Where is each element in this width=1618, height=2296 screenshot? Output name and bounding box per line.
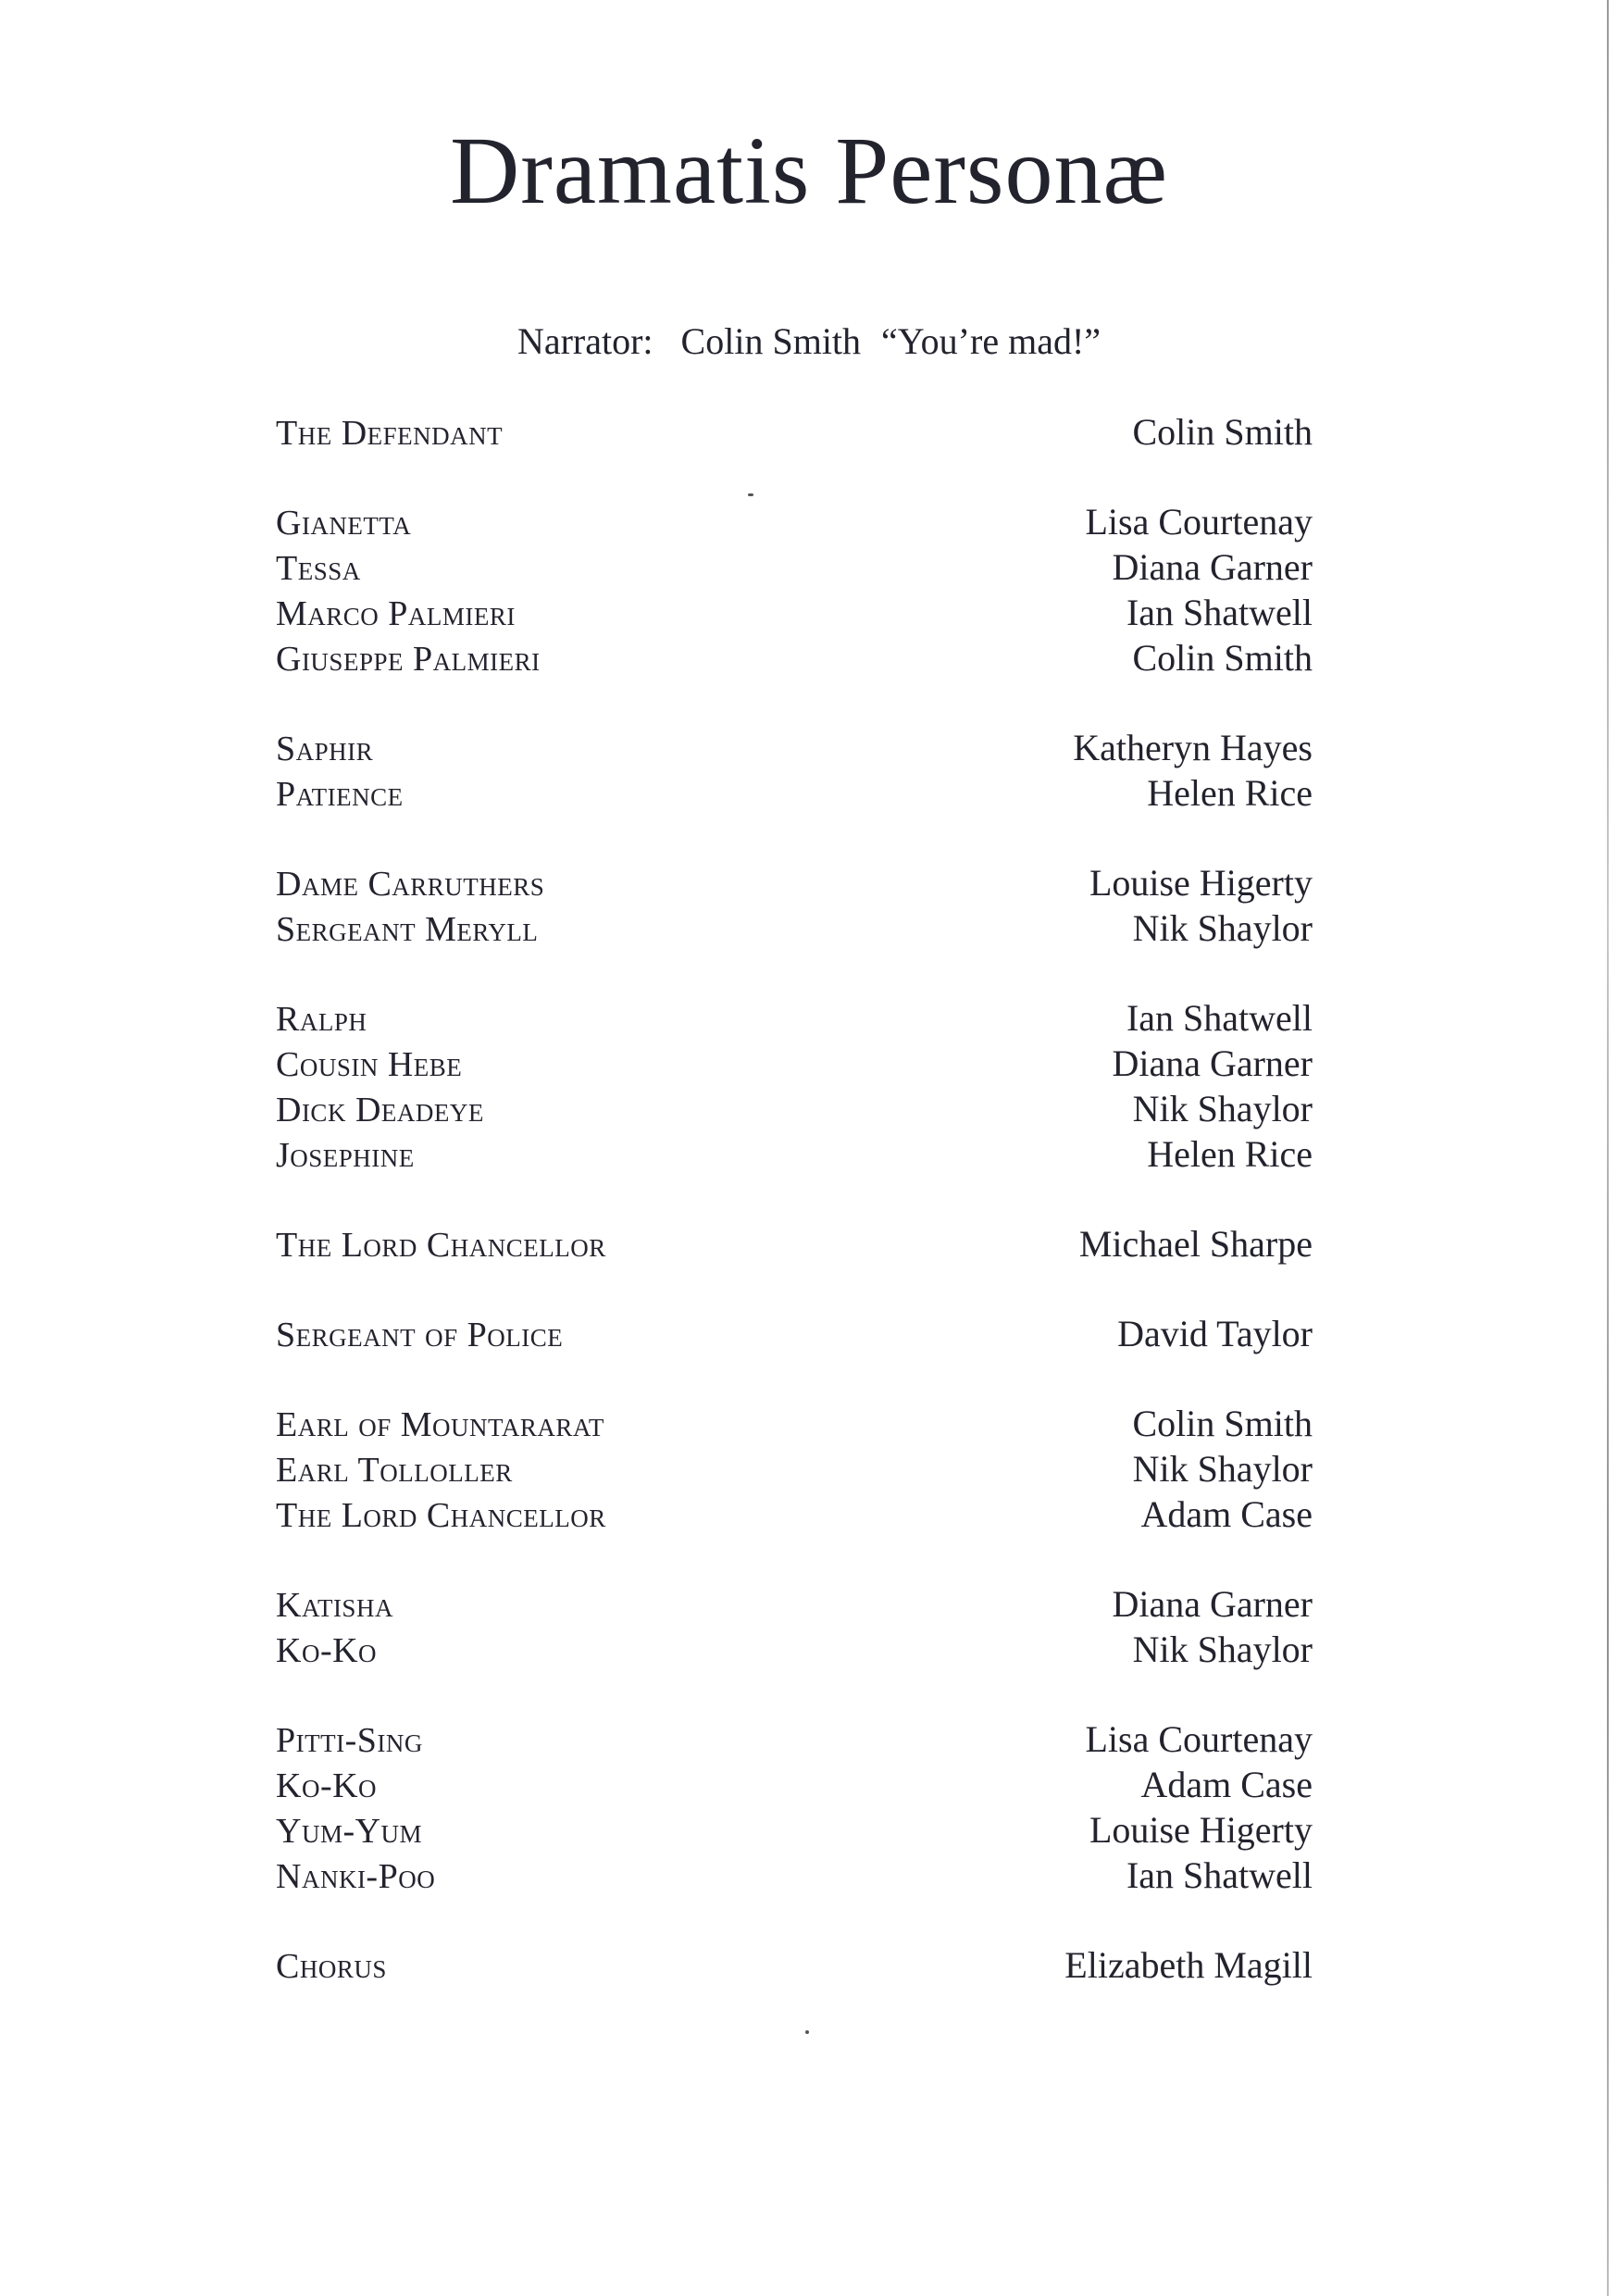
cast-group (276, 1221, 1313, 1267)
actor-name: Nik Shaylor (1132, 1448, 1313, 1490)
role-name: Giuseppe Palmieri (276, 640, 541, 679)
cast-row (276, 635, 1313, 680)
cast-row (276, 860, 1313, 905)
cast-group (276, 409, 1313, 455)
narrator-line (0, 319, 1618, 363)
role-name: Sergeant Meryll (276, 910, 539, 949)
cast-row (276, 1446, 1313, 1491)
role-name: The Lord Chancellor (276, 1226, 606, 1265)
actor-name: Michael Sharpe (1078, 1223, 1313, 1265)
role-name: Josephine (276, 1136, 415, 1175)
cast-group (276, 995, 1313, 1177)
cast-group (276, 1581, 1313, 1672)
cast-row (276, 995, 1313, 1041)
role-name: Yum-Yum (276, 1812, 423, 1851)
role-name: Earl of Mountararat (276, 1405, 604, 1444)
cast-group (276, 860, 1313, 951)
scan-speck (748, 493, 753, 496)
actor-name: David Taylor (1117, 1313, 1313, 1354)
role-name: Sergeant of Police (276, 1316, 564, 1354)
actor-name: Nik Shaylor (1132, 907, 1313, 949)
role-name: Ko-Ko (276, 1766, 378, 1805)
role-name: Saphir (276, 730, 374, 768)
actor-name: Colin Smith (1132, 411, 1313, 453)
cast-row (276, 1131, 1313, 1177)
role-name: Katisha (276, 1586, 393, 1625)
cast-row (276, 1581, 1313, 1627)
role-name: Gianetta (276, 504, 412, 543)
actor-name: Katheryn Hayes (1073, 727, 1313, 768)
cast-row (276, 544, 1313, 590)
cast-row (276, 499, 1313, 544)
actor-name: Ian Shatwell (1126, 592, 1313, 633)
actor-name: Louise Higerty (1089, 862, 1313, 904)
cast-group (276, 1311, 1313, 1356)
cast-row (276, 905, 1313, 951)
actor-name: Diana Garner (1112, 1042, 1313, 1084)
actor-name: Ian Shatwell (1126, 997, 1313, 1039)
role-name: Dame Carruthers (276, 865, 545, 904)
role-name: Nanki-Poo (276, 1857, 436, 1896)
narrator-name: Colin Smith (680, 320, 862, 362)
actor-name: Louise Higerty (1089, 1809, 1313, 1851)
actor-name: Ian Shatwell (1126, 1854, 1313, 1896)
actor-name: Lisa Courtenay (1085, 501, 1313, 543)
cast-group (276, 1716, 1313, 1898)
cast-row (276, 1086, 1313, 1131)
role-name: Tessa (276, 549, 361, 588)
actor-name: Adam Case (1140, 1764, 1313, 1805)
cast-row (276, 1491, 1313, 1537)
cast-row (276, 1942, 1313, 1988)
role-name: The Lord Chancellor (276, 1496, 606, 1535)
actor-name: Lisa Courtenay (1085, 1718, 1313, 1760)
cast-group (276, 725, 1313, 816)
role-name: The Defendant (276, 414, 504, 453)
role-name: Pitti-Sing (276, 1721, 423, 1760)
cast-group (276, 1942, 1313, 1988)
narrator-quote: “You’re mad!” (881, 320, 1101, 362)
cast-row (276, 1762, 1313, 1807)
role-name: Ralph (276, 1000, 367, 1039)
role-name: Patience (276, 775, 404, 814)
cast-row (276, 1221, 1313, 1267)
role-name: Dick Deadeye (276, 1091, 484, 1129)
actor-name: Helen Rice (1147, 772, 1313, 814)
cast-row (276, 1311, 1313, 1356)
cast-row (276, 1807, 1313, 1853)
cast-row (276, 1401, 1313, 1446)
cast-row (276, 590, 1313, 635)
role-name: Earl Tolloller (276, 1451, 513, 1490)
role-name: Ko-Ko (276, 1631, 378, 1670)
narrator-label: Narrator: (517, 320, 653, 362)
cast-row (276, 1627, 1313, 1672)
cast-group (276, 499, 1313, 680)
cast-row (276, 725, 1313, 770)
role-name: Chorus (276, 1947, 387, 1986)
cast-list (276, 409, 1313, 2032)
actor-name: Diana Garner (1112, 546, 1313, 588)
cast-group (276, 1401, 1313, 1537)
actor-name: Nik Shaylor (1132, 1628, 1313, 1670)
cast-row (276, 1853, 1313, 1898)
cast-row (276, 1716, 1313, 1762)
cast-row (276, 1041, 1313, 1086)
actor-name: Nik Shaylor (1132, 1088, 1313, 1129)
actor-name: Colin Smith (1132, 637, 1313, 679)
actor-name: Diana Garner (1112, 1583, 1313, 1625)
cast-row (276, 770, 1313, 816)
actor-name: Helen Rice (1147, 1133, 1313, 1175)
role-name: Cousin Hebe (276, 1045, 463, 1084)
actor-name: Elizabeth Magill (1064, 1944, 1313, 1986)
actor-name: Adam Case (1140, 1493, 1313, 1535)
cast-row (276, 409, 1313, 455)
page-title: Dramatis Personæ (450, 118, 1168, 224)
role-name: Marco Palmieri (276, 594, 516, 633)
actor-name: Colin Smith (1132, 1403, 1313, 1444)
scan-speck (805, 2030, 809, 2034)
